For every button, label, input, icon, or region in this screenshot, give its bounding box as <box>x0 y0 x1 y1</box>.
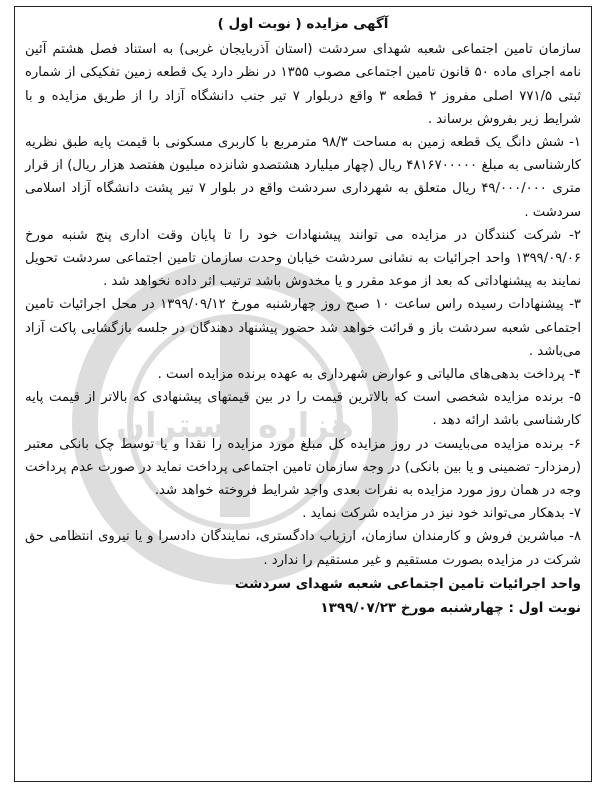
condition-item-6: ۶- برنده مزایده می‌بایست در روز مزایده کل مبلغ مورد مزایده را نقدا و یا توسط چک بانکی معتبر (رمزدار- تضمینی و یا بین بانکی) در وجه سازمان تامین اجتماعی پرداخت نماید در صورت عدم پرداخت وجه در همان روز مورد مزایده به نفرات بعدی واجد شرایط فروخته خواهد شد. <box>25 436 581 499</box>
condition-item-8: ۸- مباشرین فروش و کارمندان سازمان، ارزیاب دادگستری، نمایندگان دادسرا و یا نیروی انتظامی حق شرکت در مزایده بصورت مستقیم و غیر مستقیم را ندارد . <box>25 529 581 568</box>
condition-item-4: ۴- پرداخت بدهی‌های مالیاتی و عوارض شهرداری به عهده برنده مزایده است . <box>157 367 581 383</box>
signature: واحد اجرائیات تامین اجتماعی شعبه شهدای سردشت <box>234 575 581 592</box>
condition-item-1: ۱- شش دانگ یک قطعه زمین به مساحت ۹۸/۳ مترمربع با کاربری مسکونی با قیمت پایه طبق نظریه کارشناسی به مبلغ ۴۸۱۶۷۰۰۰۰۰ ریال (چهار میلیارد هشتصدو شانزده میلیون هفتصد هزار ریال) از قرار متری ۴۹/۰۰۰/۰۰۰ ریال متعلق به شهرداری سردشت واقع در بلوار ۷ تیر پشت دانشگاه آزاد اسلامی سردشت . <box>25 135 582 220</box>
condition-item-2: ۲- شرکت کنندگان در مزایده می توانند پیشنهادات خود را تا پایان وقت اداری پنج شنبه مورخ ۱۳۹۹/۰۹/۰۶ واحد اجرائیات به نشانی سردشت خیابان وحدت سازمان تامین اجتماعی سردشت تحویل نمایند به پیشنهاداتی که بعد از موعد مقرر و یا مخدوش باشد ترتیب اثر داده نخواهد شد . <box>25 227 581 290</box>
watermark-text: هزاره گستران <box>116 406 354 446</box>
condition-item-5: ۵- برنده مزایده شخصی است که بالاترین قیمت را در بین قیمتهای پیشنهادی که بالاتر از قیمت پایه کارشناسی باشد ارائه دهد . <box>25 390 581 429</box>
notice-body <box>15 7 591 620</box>
condition-item-3: ۳- پیشنهادات رسیده راس ساعت ۱۰ صبح روز چهارشنبه مورخ ۱۳۹۹/۰۹/۱۲ در محل اجرائیات تامین اجتماعی شعبه سردشت باز و قرائت خواهد شد حضور پیشنهاد دهندگان در جلسه بازگشایی پاکت آزاد می‌باشد . <box>25 297 582 359</box>
condition-item-7: ۷- بدهکار می‌تواند خود نیز در مزایده شرکت نماید . <box>302 506 581 522</box>
intro-paragraph: سازمان تامین اجتماعی شعبه شهدای سردشت (استان آذربایجان غربی) به استناد فصل هشتم آئین نامه اجرای ماده ۵۰ قانون تامین اجتماعی مصوب ۱۳۵۵ در نظر دارد یک قطعه زمین تفکیکی از شماره ثبتی ۷۷۱/۵ اصلی مفروز ۲ قطعه ۳ واقع دربلوار ۷ تیر جنب دانشگاه آزاد را از طریق مزایده و با شرایط زیر بفروش برساند . <box>25 42 582 127</box>
publish-date-line: نوبت اول : چهارشنبه مورخ ۱۳۹۹/۰۷/۲۳ <box>320 599 581 616</box>
notice-frame <box>14 6 592 782</box>
notice-title: آگهی مزایده ( نوبت اول ) <box>217 16 389 32</box>
